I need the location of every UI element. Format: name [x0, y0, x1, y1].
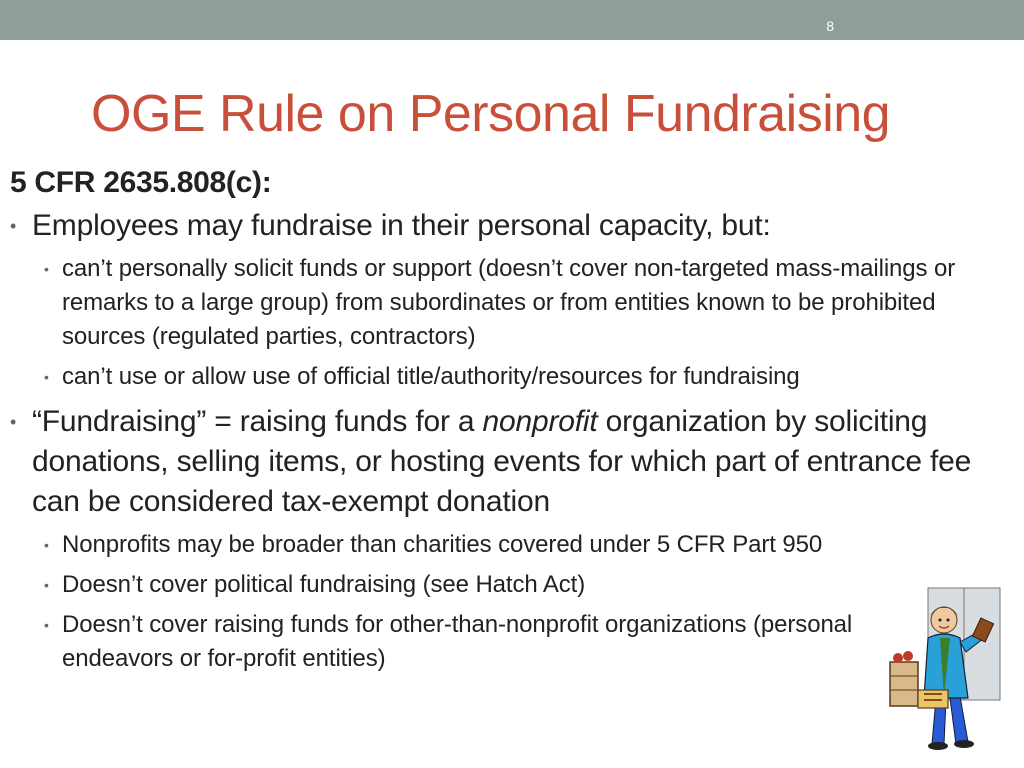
sub-bullet-official-title [10, 360, 1010, 394]
bullet-text: Doesn’t cover political fundraising (see Hatch Act) [62, 571, 586, 598]
regulation-citation: 5 CFR 2635.808(c): [10, 166, 272, 199]
sub-bullet-solicit [10, 252, 1012, 354]
sub-bullet-other-organizations [10, 608, 892, 676]
bullet-text: Employees may fundraise in their personal capacity, but: [32, 209, 771, 242]
bullet-text: “Fundraising” = raising funds for a [32, 405, 483, 438]
slide-content [10, 166, 1010, 676]
emphasis-nonprofit: nonprofit [482, 405, 598, 438]
bullet-text: organization by soliciting donations, selling items, or hosting events for which part of entrance fee can be considered tax-exempt donation [32, 405, 972, 518]
bullet-text: Nonprofits may be broader than charities covered under 5 CFR Part 950 [62, 531, 823, 558]
bullet-personal-capacity [10, 206, 1010, 246]
slide-number: 8 [826, 18, 834, 34]
slide-title: OGE Rule on Personal Fundraising [91, 85, 891, 143]
bullet-text: Doesn’t cover raising funds for other-than-nonprofit organizations (personal endeavors or for-profit entities) [62, 611, 853, 672]
top-bar [0, 0, 1024, 40]
sub-bullet-political [10, 568, 1010, 602]
boy-selling-candy-clipart [888, 586, 1002, 752]
bullet-list [10, 206, 1010, 676]
sub-bullet-nonprofits-broader [10, 528, 1010, 562]
bullet-text: can’t use or allow use of official title/authority/resources for fundraising [62, 363, 800, 390]
bullet-text: can’t personally solicit funds or support (doesn’t cover non-targeted mass-mailings or remarks to a large group) from subordinates or from entities known to be prohibited sources (regulated parties, contractors) [62, 255, 956, 350]
bullet-fundraising-definition [10, 402, 1010, 522]
